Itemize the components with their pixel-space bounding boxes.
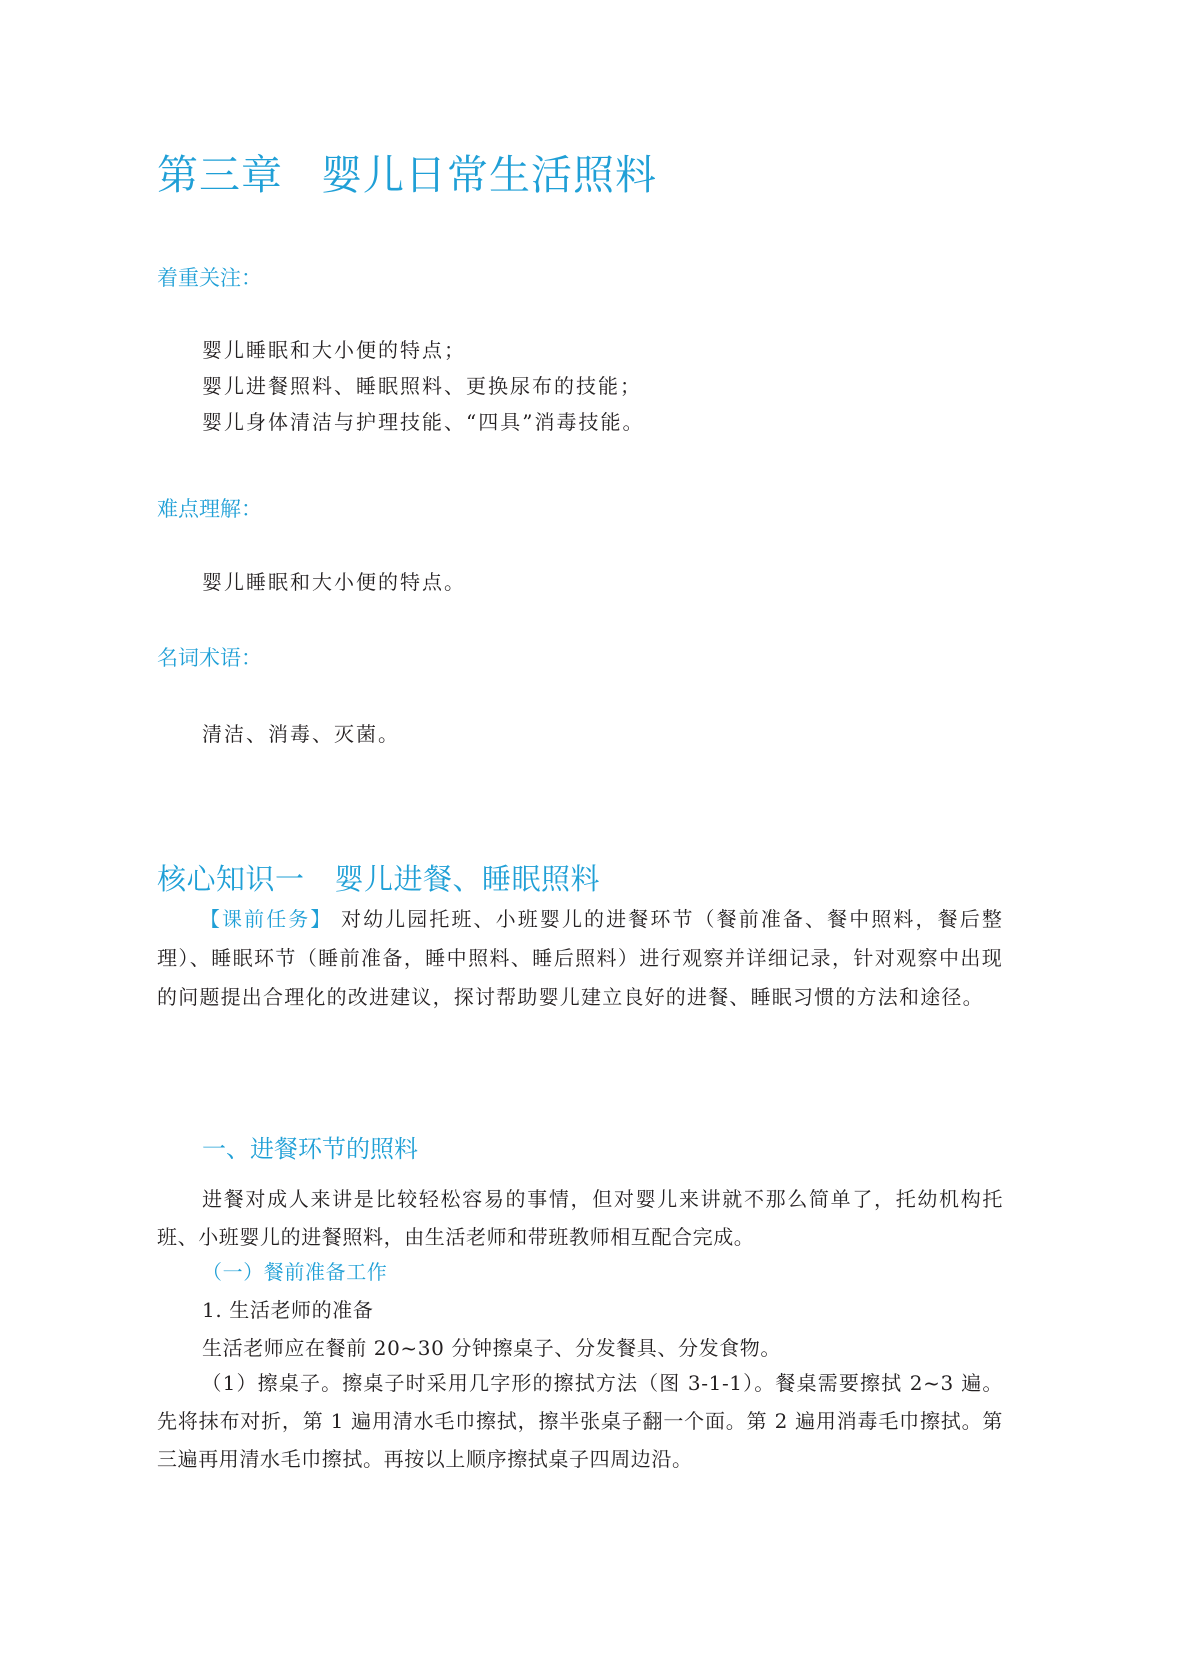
chapter-number: 第三章: [157, 151, 283, 199]
difficulty-label: 难点理解：: [157, 497, 262, 521]
section-intro-text: 进餐对成人来讲是比较轻松容易的事情，但对婴儿来讲就不那么简单了，托幼机构托班、小班婴儿的进餐照料，由生活老师和带班教师相互配合完成。: [157, 1187, 1003, 1249]
difficulty-item: 婴儿睡眠和大小便的特点。: [202, 570, 466, 594]
point-heading: 1. 生活老师的准备: [202, 1298, 374, 1322]
focus-label: 着重关注：: [157, 266, 262, 290]
subsection-heading: （一）餐前准备工作: [202, 1260, 388, 1284]
task-text: 对幼儿园托班、小班婴儿的进餐环节（餐前准备、餐中照料，餐后整理）、睡眠环节（睡前准备，睡中照料、睡后照料）进行观察并详细记录，针对观察中出现的问题提出合理化的改进建议，探讨帮助婴儿建立良好的进餐、睡眠习惯的方法和途径。: [157, 907, 1004, 1009]
pre-class-task: [157, 900, 1003, 1017]
terms-item: 清洁、消毒、灭菌。: [202, 722, 400, 746]
focus-item: 婴儿身体清洁与护理技能、“四具”消毒技能。: [202, 410, 645, 434]
task-tag: 【课前任务】: [199, 907, 333, 931]
core-knowledge-title: [157, 857, 600, 898]
focus-item: 婴儿睡眠和大小便的特点；: [202, 338, 466, 362]
chapter-name: 婴儿日常生活照料: [321, 151, 657, 199]
section-heading: 一、进餐环节的照料: [202, 1135, 418, 1163]
point-text: 生活老师应在餐前 20~30 分钟擦桌子、分发餐具、分发食物。: [202, 1336, 781, 1360]
section-intro: [157, 1180, 1003, 1256]
core-name: 婴儿进餐、睡眠照料: [334, 862, 601, 896]
step-paragraph: [157, 1364, 1003, 1478]
chapter-title: [157, 142, 657, 201]
focus-item: 婴儿进餐照料、睡眠照料、更换尿布的技能；: [202, 374, 642, 398]
step-text: （1）擦桌子。擦桌子时采用几字形的擦拭方法（图 3-1-1）。餐桌需要擦拭 2~3 遍。先将抹布对折，第 1 遍用清水毛巾擦拭，擦半张桌子翻一个面。第 2 遍用消毒毛巾擦拭。第三遍再用清水毛巾擦拭。再按以上顺序擦拭桌子四周边沿。: [157, 1371, 1003, 1471]
terms-label: 名词术语：: [157, 646, 262, 670]
core-number: 核心知识一: [157, 862, 305, 896]
